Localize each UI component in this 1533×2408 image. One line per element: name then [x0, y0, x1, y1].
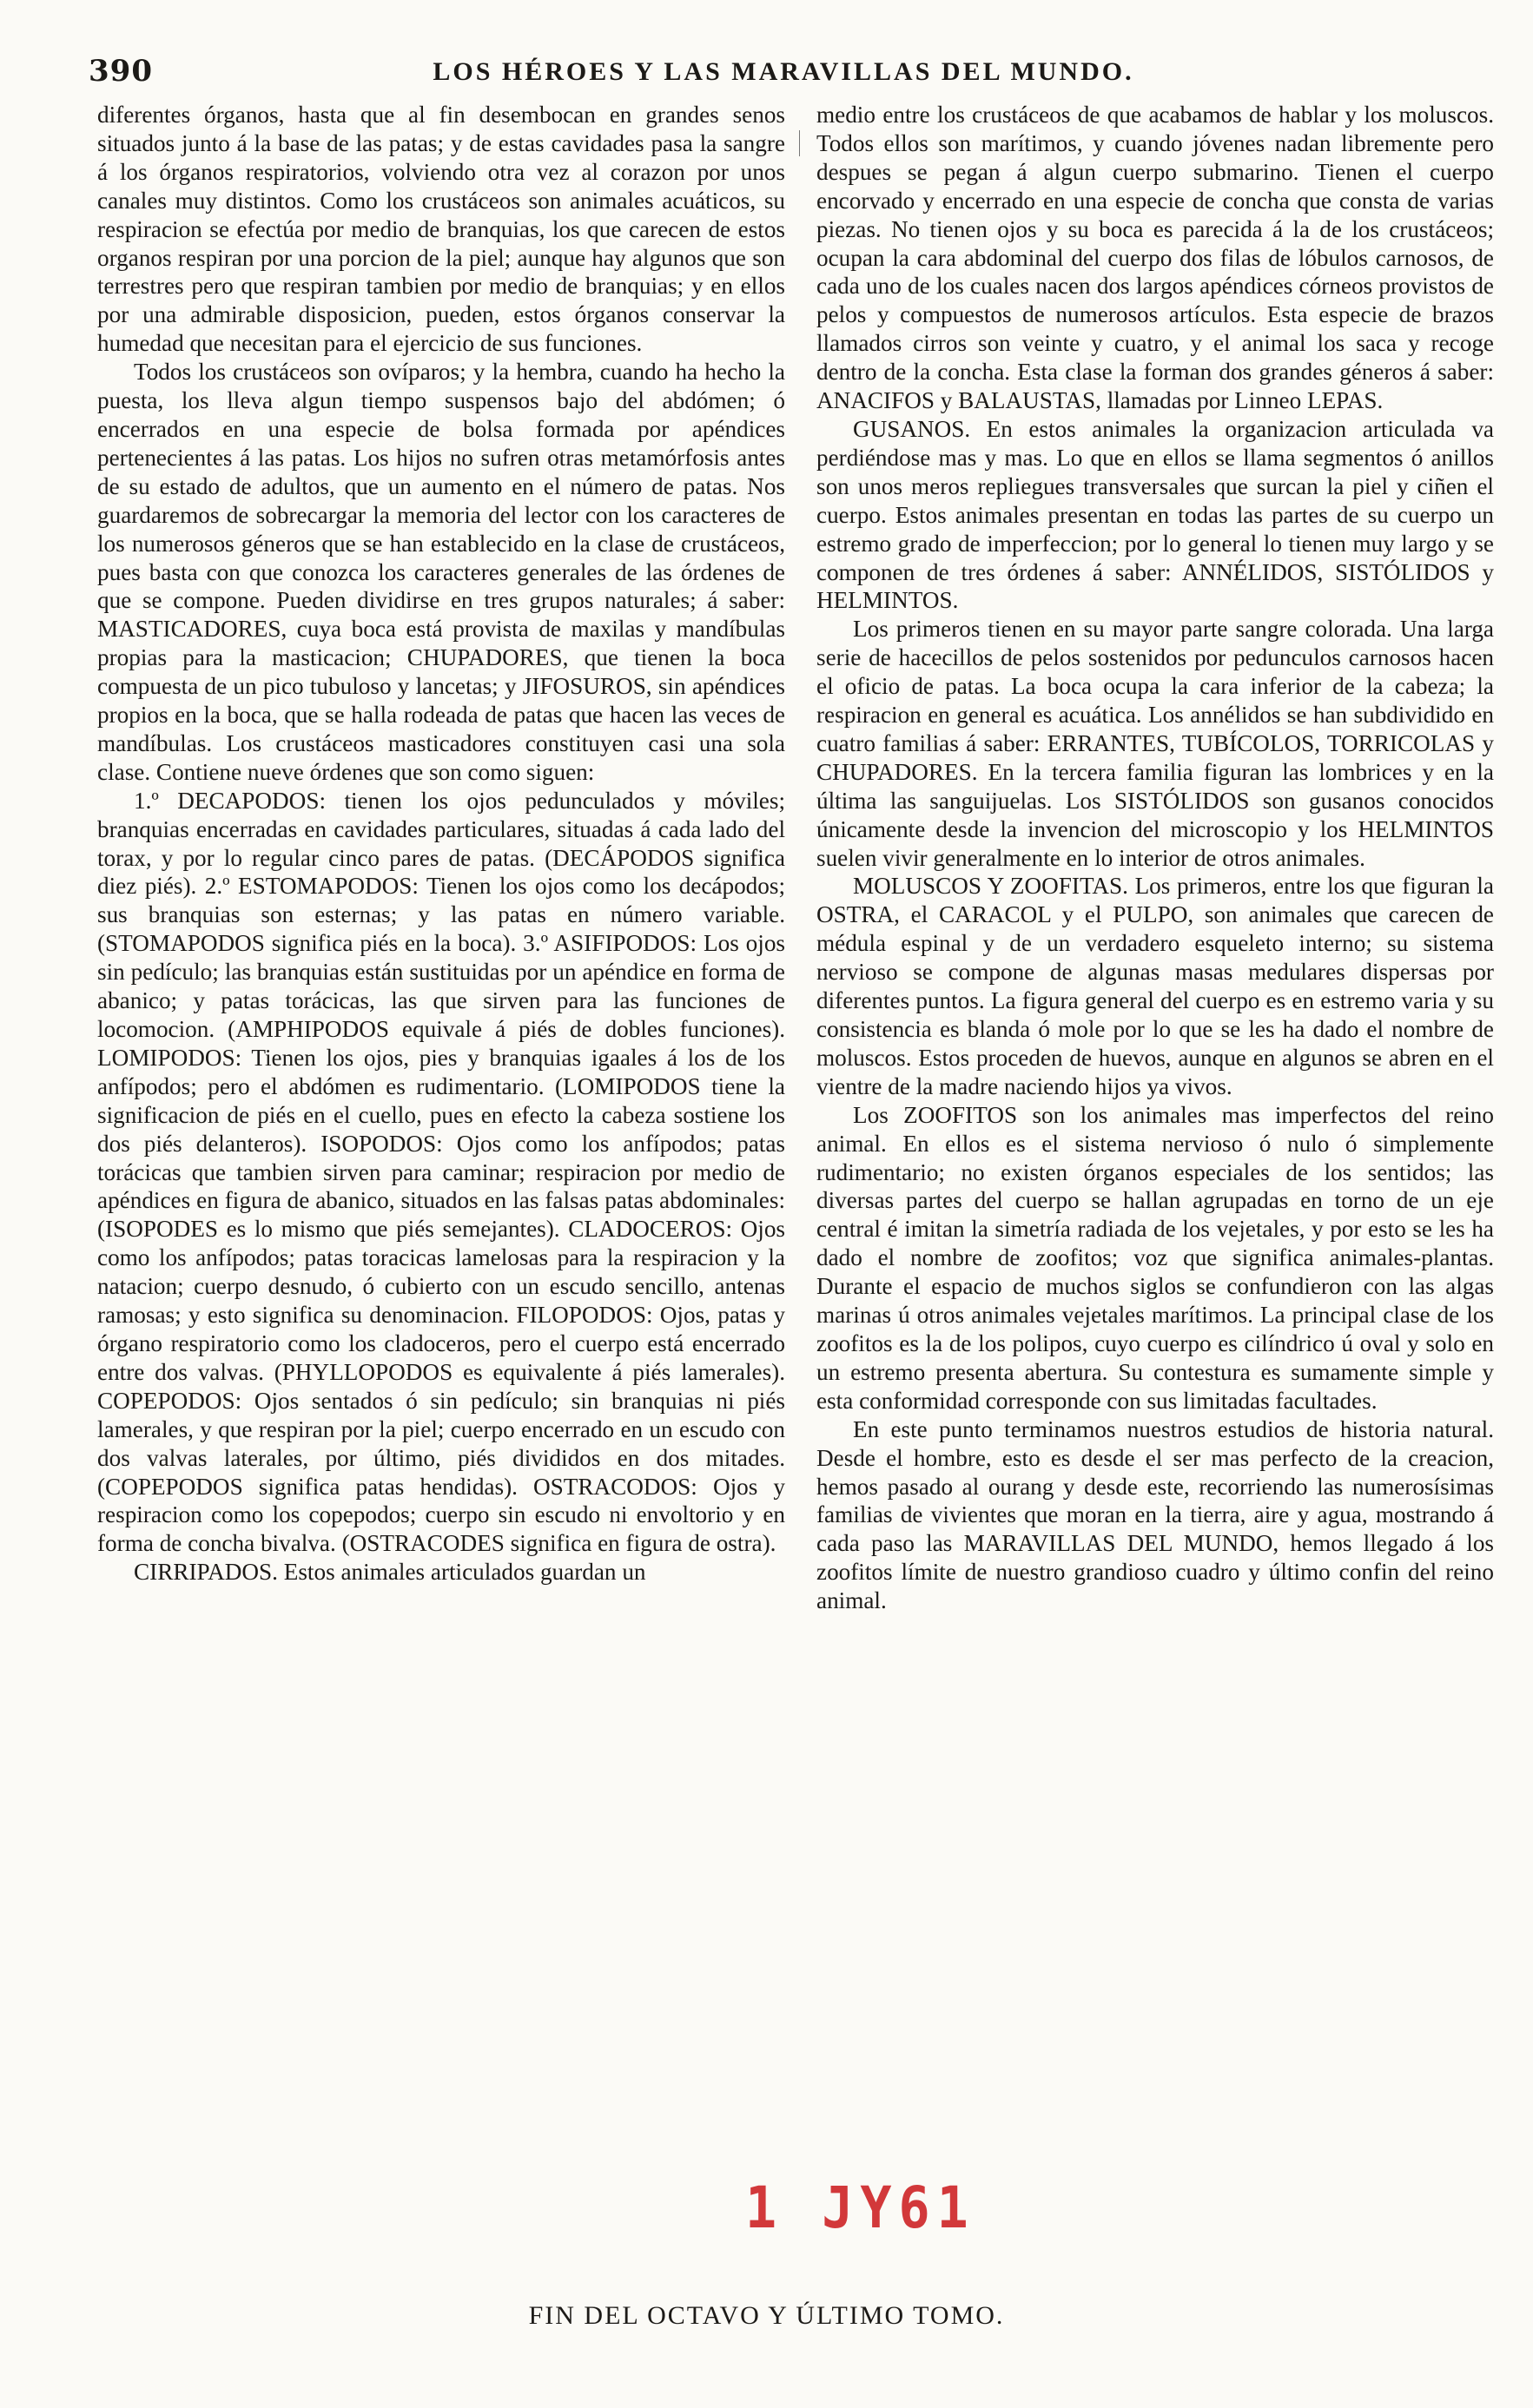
paragraph: diferentes órganos, hasta que al fin desembocan en grandes senos situados junto á la base de las patas; y de estas cavidades pasa la sangre á los órganos respiratorios, volviendo otra vez al corazon por unos canales muy distintos. Como los crustáceos son animales acuáticos, su respiracion se efectúa por medio de branquias, los que carecen de estos organos respiran por una porcion de la piel; aunque hay algunos que son terrestres pero que respiran tambien por medio de branquias; y en ellos por una admirable disposicion, pueden, estos órganos conservar la humedad que necesitan para el ejercicio de sus funciones.: [97, 102, 785, 357]
left-column: [97, 101, 785, 1587]
paragraph: MOLUSCOS Y ZOOFITAS. Los primeros, entre los que figuran la OSTRA, el CARACOL y el PULPO, son animales que carecen de médula espinal y de un verdadero esqueleto interno; su sistema nervioso se compone de algunas masas medulares dispersas por diferentes puntos. La figura general del cuerpo es en estremo varia y su consistencia es blanda ó mole por lo que se les ha dado el nombre de moluscos. Estos proceden de huevos, aunque en algunos se abren en el vientre de la madre naciendo hijos ya vivos.: [816, 873, 1494, 1099]
library-stamp: 1 JY61: [745, 2174, 975, 2242]
column-divider: [799, 130, 800, 156]
paragraph: Los ZOOFITOS son los animales mas imperfectos del reino animal. En ellos es el sistema nervioso ó nulo ó simplemente rudimentario; no existen órganos especiales de los sentidos; las diversas partes del cuerpo se hallan agrupadas en torno de un eje central é imitan la simetría radiada de los vejetales, y por esto se les ha dado el nombre de zoofitos; voz que significa animales-plantas. Durante el espacio de muchos siglos se confundieron con las algas marinas ú otros animales vejetales marítimos. La principal clase de los zoofitos es la de los polipos, cuyo cuerpo es cilíndrico ú oval y solo en un estremo presenta abertura. Su contestura es sumamente simple y esta conformidad corresponde con sus limitadas facultades.: [816, 1101, 1494, 1414]
paragraph: CIRRIPADOS. Estos animales articulados guardan un: [134, 1559, 646, 1586]
paragraph: 1.º DECAPODOS: tienen los ojos pedunculados y móviles; branquias encerradas en cavidades particulares, situadas á cada lado del torax, y por lo regular cinco pares de patas. (DECÁPODOS significa diez piés). 2.º ESTOMAPODOS: Tienen los ojos como los decápodos; sus branquias son esternas; y las patas en número variable. (STOMAPODOS significa piés en la boca). 3.º ASIFIPODOS: Los ojos sin pedículo; las branquias están sustituidas por un apéndice en forma de abanico; y patas torácicas, las que sirven para las funciones de locomocion. (AMPHIPODOS equivale á piés de dobles funciones). LOMIPODOS: Tienen los ojos, pies y branquias igaales á los de los anfípodos; pero el abdómen es rudimentario. (LOMIPODOS tiene la significacion de piés en el cuello, pues en efecto la cabeza sostiene los dos piés delanteros). ISOPODOS: Ojos como los anfípodos; patas torácicas que tambien sirven para caminar; respiracion por medio de apéndices en figura de abanico, situados en las falsas patas abdominales: (ISOPODES es lo mismo que piés semejantes). CLADOCEROS: Ojos como los anfípodos; patas toracicas lamelosas para la respiracion y la natacion; cuerpo desnudo, ó cubierto con un escudo sencillo, antenas ramosas; y esto significa su denominacion. FILOPODOS: Ojos, patas y órgano respiratorio como los cladoceros, pero el cuerpo está encerrado entre dos valvas. (PHYLLOPODOS es equivalente á piés lamerales). COPEPODOS: Ojos sentados ó sin pedículo; sin branquias ni piés lamerales, y que respiran por la piel; cuerpo encerrado en un escudo con dos valvas laterales, por último, piés divididos en dos mitades. (COPEPODOS significa patas hendidas). OSTRACODOS: Ojos y respiracion como los copepodos; cuerpo sin escudo ni envoltorio y en forma de concha bivalva. (OSTRACODES significa en figura de ostra).: [97, 787, 785, 1557]
right-column: [816, 101, 1494, 1615]
running-title: LOS HÉROES Y LAS MARAVILLAS DEL MUNDO.: [433, 57, 1134, 86]
closing-line: FIN DEL OCTAVO Y ÚLTIMO TOMO.: [528, 2301, 1005, 2330]
page-header: [89, 54, 1478, 96]
paragraph: medio entre los crustáceos de que acabamos de hablar y los moluscos. Todos ellos son marítimos, y cuando jóvenes nadan libremente pero despues se pegan á algun cuerpo submarino. Tienen el cuerpo encorvado y encerrado en una especie de concha que consta de varias piezas. No tienen ojos y su boca es parecida á la de los crustáceos; ocupan la cara abdominal del cuerpo dos filas de lóbulos carnosos, de cada uno de los cuales nacen dos largos apéndices córneos provistos de pelos y compuestos de numerosos artículos. Esta especie de brazos llamados cirros son veinte y cuatro, y el animal los saca y recoge dentro de la concha. Esta clase la forman dos grandes géneros á saber: ANACIFOS y BALAUSTAS, llamadas por Linneo LEPAS.: [816, 102, 1494, 414]
page-number: 390: [89, 54, 153, 89]
paragraph: En este punto terminamos nuestros estudios de historia natural. Desde el hombre, esto es desde el ser mas perfecto de la creacion, hemos pasado al ourang y desde este, recorriendo las numerosísimas familias de vivientes que moran en la tierra, aire y agua, mostrando á cada paso las MARAVILLAS DEL MUNDO, hemos llegado á los zoofitos límite de nuestro grandioso cuadro y último confin del reino animal.: [816, 1415, 1494, 1614]
paragraph: Todos los crustáceos son ovíparos; y la hembra, cuando ha hecho la puesta, los lleva algun tiempo suspensos bajo del abdómen; ó encerrados en una especie de bolsa formada por apéndices pertenecientes á las patas. Los hijos no sufren otras metamórfosis antes de su estado de adultos, que un aumento en el número de patas. Nos guardaremos de sobrecargar la memoria del lector con los caracteres de los numerosos géneros que se han establecido en la clase de crustáceos, pues basta con que conozca los caracteres generales de las órdenes de que se compone. Pueden dividirse en tres grupos naturales; á saber: MASTICADORES, cuya boca está provista de maxilas y mandíbulas propias para la masticacion; CHUPADORES, que tienen la boca compuesta de un pico tubuloso y lancetas; y JIFOSUROS, sin apéndices propios en la boca, que se halla rodeada de patas que hacen las veces de mandíbulas. Los crustáceos masticadores constituyen casi una sola clase. Contiene nueve órdenes que son como siguen:: [97, 359, 785, 785]
paragraph: GUSANOS. En estos animales la organizacion articulada va perdiéndose mas y mas. Lo que en ellos se llama segmentos ó anillos son unos meros repliegues transversales que surcan la piel y ciñen el cuerpo. Estos animales presentan en todas las partes de su cuerpo un estremo grado de imperfeccion; por lo general lo tienen muy largo y se componen de tres órdenes á saber: ANNÉLIDOS, SISTÓLIDOS y HELMINTOS.: [816, 415, 1494, 614]
paragraph: Los primeros tienen en su mayor parte sangre colorada. Una larga serie de hacecillos de pelos sostenidos por pedunculos carnosos hacen el oficio de patas. La boca ocupa la cara inferior de la cabeza; la respiracion en general es acuática. Los annélidos se han subdividido en cuatro familias á saber: ERRANTES, TUBÍCOLOS, TORRICOLAS y CHUPADORES. En la tercera familia figuran las lombrices y en la última las sanguijuelas. Los SISTÓLIDOS son gusanos conocidos únicamente desde la invencion del microscopio y los HELMINTOS suelen vivir generalmente en lo interior de otros animales.: [816, 616, 1494, 871]
